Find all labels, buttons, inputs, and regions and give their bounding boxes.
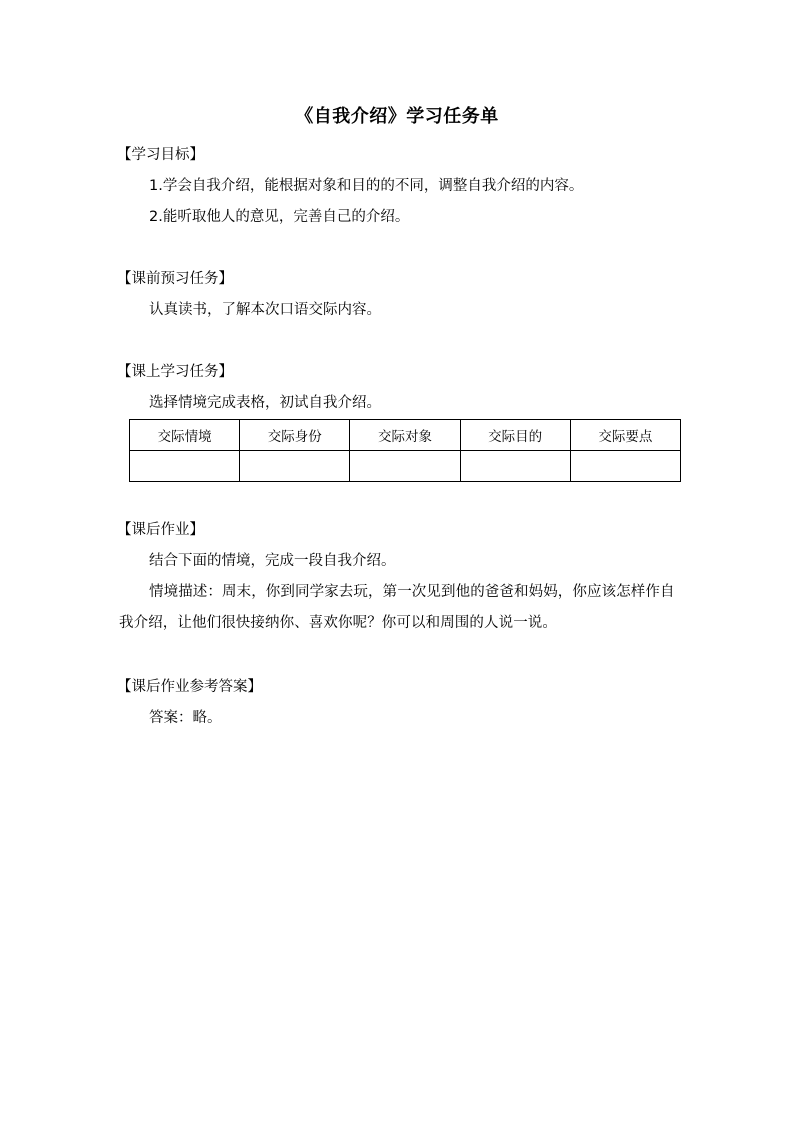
page-title: 《自我介绍》学习任务单 <box>295 106 499 127</box>
class-task-heading: 【课上学习任务】 <box>117 364 233 380</box>
homework-text: 结合下面的情境，完成一段自我介绍。 <box>149 553 396 569</box>
answer-text: 答案：略。 <box>149 710 222 726</box>
table-header-cell: 交际情境 <box>130 420 240 451</box>
table-cell <box>240 451 350 482</box>
preview-text: 认真读书，了解本次口语交际内容。 <box>149 302 381 318</box>
table-cell <box>130 451 240 482</box>
goal-item-1: 1.学会自我介绍，能根据对象和目的的不同，调整自我介绍的内容。 <box>149 178 584 194</box>
preview-heading: 【课前预习任务】 <box>117 271 233 287</box>
answer-heading: 【课后作业参考答案】 <box>117 679 262 695</box>
situation-table <box>129 419 681 482</box>
goal-item-2: 2.能听取他人的意见，完善自己的介绍。 <box>149 209 410 225</box>
table-header-cell: 交际身份 <box>240 420 350 451</box>
table-row <box>130 451 681 482</box>
homework-scenario: 情境描述：周末，你到同学家去玩，第一次见到他的爸爸和妈妈，你应该怎样作自我介绍，让他们很快接纳你、喜欢你呢？你可以和周围的人说一说。 <box>119 584 675 631</box>
table-header-cell: 交际目的 <box>460 420 570 451</box>
table-cell <box>570 451 680 482</box>
table-cell <box>460 451 570 482</box>
class-task-text: 选择情境完成表格，初试自我介绍。 <box>149 395 381 411</box>
goals-heading: 【学习目标】 <box>117 147 204 163</box>
table-header-cell: 交际对象 <box>350 420 460 451</box>
table-header-cell: 交际要点 <box>570 420 680 451</box>
table-cell <box>350 451 460 482</box>
table-header-row <box>130 420 681 451</box>
homework-heading: 【课后作业】 <box>117 522 204 538</box>
